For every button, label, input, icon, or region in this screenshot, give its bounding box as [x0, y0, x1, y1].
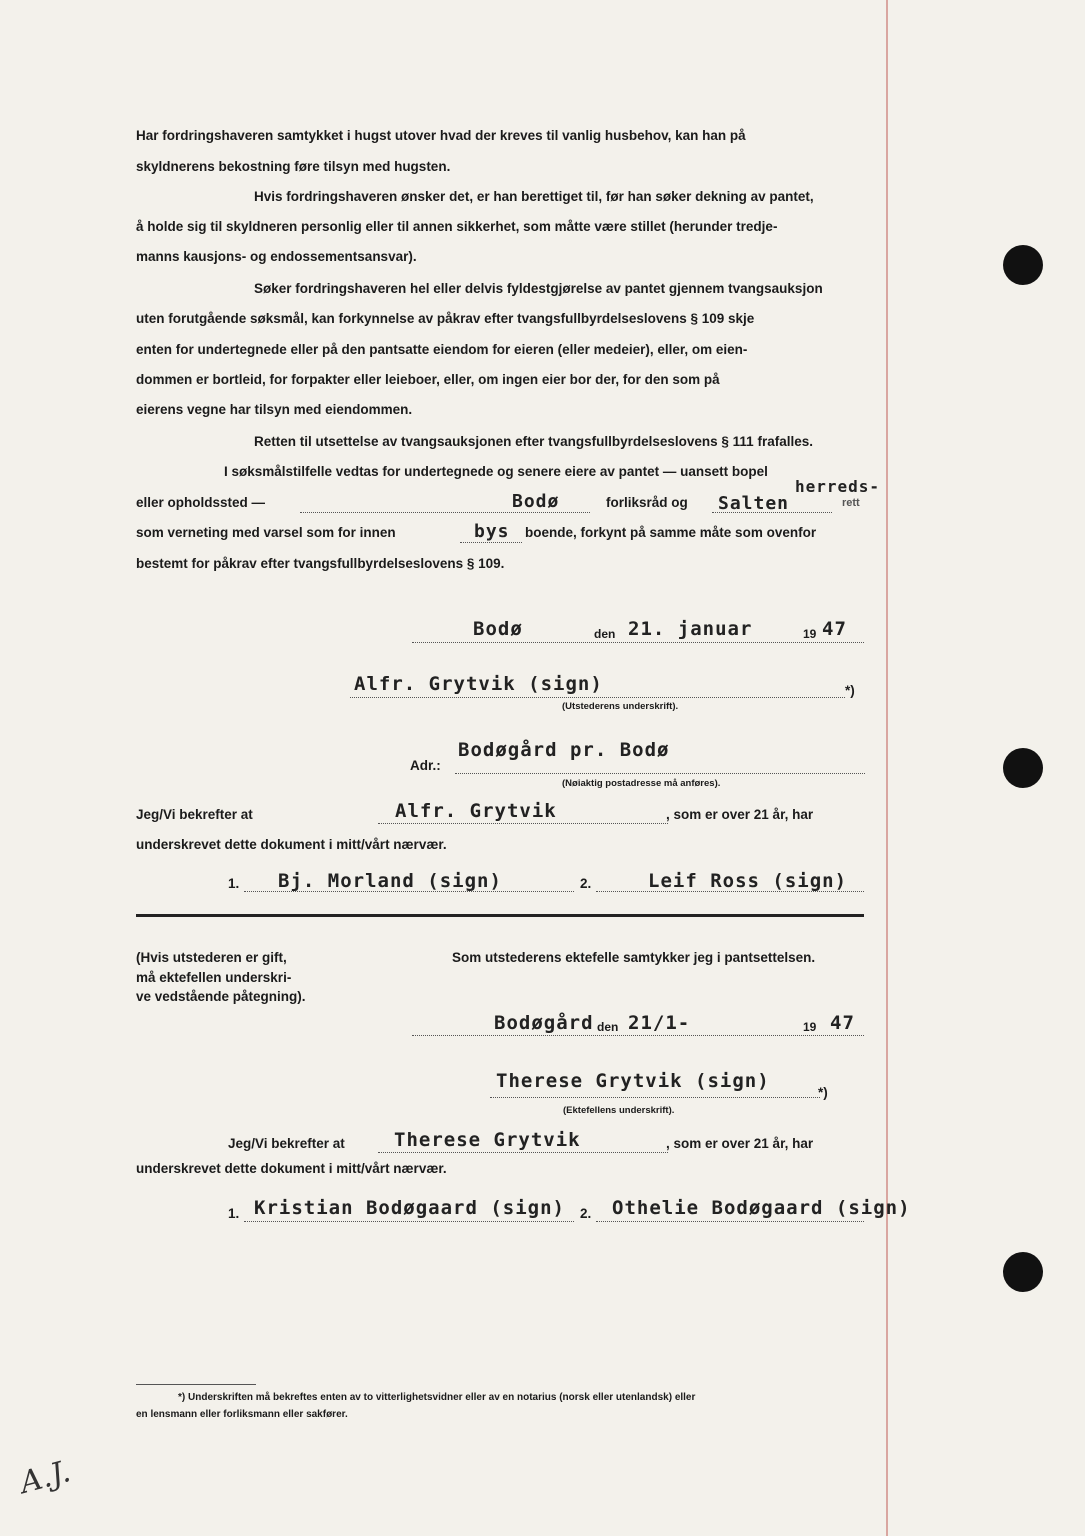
punch-hole — [1003, 1252, 1043, 1292]
footnote-marker: *) — [818, 1085, 828, 1100]
witness-number: 2. — [580, 876, 592, 891]
body-line: skyldnerens bekostning føre tilsyn med hugsten. — [136, 159, 451, 174]
confirm-line2: underskrevet dette dokument i mitt/vårt nærvær. — [136, 1161, 447, 1176]
punch-hole — [1003, 245, 1043, 285]
spouse-witness-1: Kristian Bodøgaard (sign) — [254, 1197, 565, 1219]
footnote-line: en lensmann eller forliksmann eller sakfører. — [136, 1409, 348, 1420]
confirm-line2: underskrevet dette dokument i mitt/vårt nærvær. — [136, 837, 447, 852]
margin-initials: A.J. — [16, 1454, 75, 1501]
address-caption: (Nøiaktig postadresse må anføres). — [562, 778, 721, 789]
spouse-note-line: må ektefellen underskri- — [136, 970, 292, 985]
fill-line — [244, 1221, 574, 1222]
witness-number: 1. — [228, 1206, 240, 1221]
forlik-label: forliksråd og — [606, 495, 688, 510]
date-line — [412, 1035, 864, 1036]
body-line: Søker fordringshaveren hel eller delvis fyldestgjørelse av pantet gjennem tvangsauksjon — [254, 281, 823, 296]
spouse-place: Bodøgård — [494, 1012, 594, 1034]
confirm-tail: , som er over 21 år, har — [666, 807, 814, 822]
footnote-line: *) Underskriften må bekreftes enten av to vitterlighetsvidner eller av en notarius (norsk eller utenlandsk) eller — [178, 1392, 696, 1403]
confirm-label: Jeg/Vi bekrefter at — [136, 807, 253, 822]
signing-place: Bodø — [473, 618, 523, 640]
signature-caption: (Utstederens underskrift). — [562, 701, 679, 712]
body-line: Har fordringshaveren samtykket i hugst utover hvad der kreves til vanlig husbehov, kan han på — [136, 128, 746, 143]
section-divider — [136, 914, 864, 917]
address-label: Adr.: — [410, 758, 441, 773]
body-line: eierens vegne har tilsyn med eiendommen. — [136, 402, 413, 417]
body-line: dommen er bortleid, for forpakter eller leieboer, eller, om ingen eier bor der, for den som på — [136, 372, 720, 387]
confirm-label: Jeg/Vi bekrefter at — [228, 1136, 345, 1151]
fill-line — [300, 512, 590, 513]
spouse-date: 21/1- — [628, 1012, 691, 1034]
footnote-rule — [136, 1384, 256, 1385]
year-prefix: 19 — [803, 627, 817, 641]
body-line: Retten til utsettelse av tvangsauksjonen efter tvangsfullbyrdelseslovens § 111 frafalles. — [254, 434, 813, 449]
date-line — [412, 642, 864, 643]
signature-line — [490, 1097, 820, 1098]
rett-suffix: herreds- — [795, 477, 881, 496]
confirm-name: Alfr. Grytvik — [395, 800, 557, 822]
witness-number: 1. — [228, 876, 240, 891]
den-label: den — [594, 627, 616, 641]
confirm-tail: , som er over 21 år, har — [666, 1136, 814, 1151]
verneting-label: som verneting med varsel som for innen — [136, 525, 396, 540]
punch-hole — [1003, 748, 1043, 788]
footnote-marker: *) — [845, 683, 855, 698]
issuer-address: Bodøgård pr. Bodø — [458, 739, 670, 761]
body-line: enten for undertegnede eller på den pantsatte eiendom for eieren (eller medeier), eller, om eien- — [136, 342, 748, 357]
margin-rule — [886, 0, 888, 1536]
body-line: å holde sig til skyldneren personlig eller til annen sikkerhet, som måtte være stillet (herunder tredje- — [136, 219, 778, 234]
spouse-consent: Som utstederens ektefelle samtykker jeg i pantsettelsen. — [452, 950, 816, 965]
spouse-note-line: ve vedstående påtegning). — [136, 989, 306, 1004]
innen-value: bys — [474, 521, 510, 542]
confirm-name: Therese Grytvik — [394, 1129, 581, 1151]
witness-1: Bj. Morland (sign) — [278, 870, 502, 892]
rett-place: Salten — [718, 493, 790, 514]
spouse-note-line: (Hvis utstederen er gift, — [136, 950, 287, 965]
body-line: uten forutgående søksmål, kan forkynnelse av påkrav efter tvangsfullbyrdelseslovens § 109 skje — [136, 311, 755, 326]
issuer-signature: Alfr. Grytvik (sign) — [354, 673, 603, 695]
witness-number: 2. — [580, 1206, 592, 1221]
address-line — [455, 773, 865, 774]
boende-label: boende, forkynt på samme måte som ovenfor — [525, 525, 817, 540]
fill-line — [596, 1221, 864, 1222]
witness-2: Leif Ross (sign) — [648, 870, 848, 892]
fill-line — [378, 1152, 668, 1153]
signature-caption: (Ektefellens underskrift). — [563, 1105, 675, 1116]
rett-label: rett — [842, 497, 860, 509]
fill-line — [378, 823, 668, 824]
year-prefix: 19 — [803, 1020, 817, 1034]
forlik-place: Bodø — [512, 491, 560, 512]
body-line: manns kausjons- og endossementsansvar). — [136, 249, 417, 264]
year-suffix: 47 — [822, 618, 847, 640]
spouse-signature: Therese Grytvik (sign) — [496, 1070, 770, 1092]
body-line: I søksmålstilfelle vedtas for undertegnede og senere eiere av pantet — uansett bopel — [224, 464, 768, 479]
fill-line — [460, 542, 522, 543]
signature-line — [350, 697, 845, 698]
spouse-witness-2: Othelie Bodøgaard (sign) — [612, 1197, 911, 1219]
year-suffix: 47 — [830, 1012, 855, 1034]
venue-label: eller opholdssted — — [136, 495, 266, 510]
body-line: Hvis fordringshaveren ønsker det, er han berettiget til, før han søker dekning av pantet, — [254, 189, 814, 204]
den-label: den — [597, 1020, 619, 1034]
body-line: bestemt for påkrav efter tvangsfullbyrdelseslovens § 109. — [136, 556, 505, 571]
signing-date: 21. januar — [628, 618, 753, 640]
